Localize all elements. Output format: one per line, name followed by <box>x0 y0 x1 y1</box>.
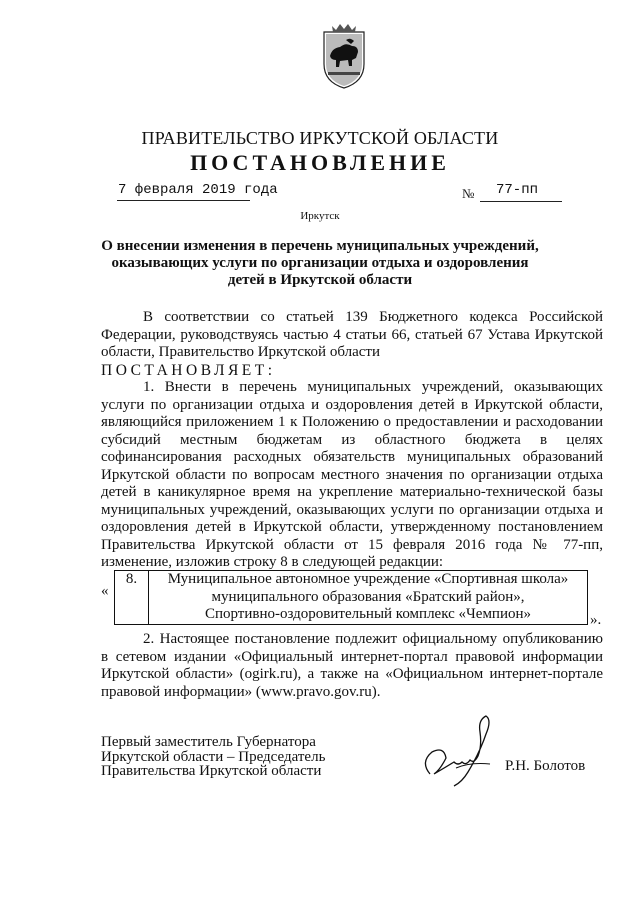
number-underline <box>480 201 562 202</box>
government-name: ПРАВИТЕЛЬСТВО ИРКУТСКОЙ ОБЛАСТИ <box>141 128 499 148</box>
row-description <box>149 571 588 625</box>
item-2-paragraph: 2. Настоящее постановление подлежит официальному опубликованию в сетевом издании «Официальный интернет-портал правовой информации Иркутской области» (ogirk.ru), а также на «Официальном интернет-портале правовой информации» (www.pravo.gov.ru). <box>101 631 603 700</box>
amendment-table <box>114 570 588 625</box>
table-row <box>115 571 588 625</box>
signatory-name: Р.Н. Болотов <box>505 758 586 774</box>
document-heading: О внесении изменения в перечень муниципальных учреждений, оказывающих услуги по организации отдыха и оздоровления детей в Иркутской области <box>101 238 539 288</box>
city: Иркутск <box>300 210 340 222</box>
signatory-position <box>101 735 325 779</box>
row-line-1: Муниципальное автономное учреждение «Спортивная школа» <box>167 571 569 587</box>
document-number: 77-пп <box>496 182 539 198</box>
document-date: 7 февраля 2019 года <box>118 182 278 198</box>
quote-close: ». <box>590 612 602 628</box>
quote-open: « <box>101 583 109 599</box>
row-line-3: Спортивно-оздоровительный комплекс «Чемпион» <box>204 606 532 622</box>
number-sign: № <box>462 186 475 201</box>
position-line-3: Правительства Иркутской области <box>101 763 322 779</box>
position-line-1: Первый заместитель Губернатора <box>101 734 316 750</box>
decree-word: ПОСТАНОВЛЯЕТ: <box>101 362 276 379</box>
item-1-paragraph: 1. Внести в перечень муниципальных учреждений, оказывающих услуги по организации отдыха и оздоровления детей в Иркутской области, являющийся приложением 1 к Положению о предоставлении и расходовании субсидий местным бюджетам из областного бюджета в целях софинансирования расходных обязательств муниципальных образований Иркутской области по вопросам местного значения по организации отдыха детей в каникулярное время на укрепление материально-технической базы муниципальных учреждений, оказывающих услуги по организации отдыха и оздоровления детей в Иркутской области, утвержденному постановлением Правительства Иркутской области от 15 февраля 2016 года № 77-пп, изменение, изложив строку 8 в следующей редакции: <box>101 379 603 570</box>
coat-of-arms-icon <box>318 20 370 90</box>
handwritten-signature <box>410 712 510 792</box>
row-number: 8. <box>115 571 149 625</box>
intro-paragraph: В соответствии со статьей 139 Бюджетного кодекса Российской Федерации, руководствуясь частью 4 статьи 66, статьей 67 Устава Иркутской области, Правительство Иркутской области <box>101 309 603 360</box>
document-type: ПОСТАНОВЛЕНИЕ <box>190 150 450 175</box>
row-line-2: муниципального образования «Братский район», <box>211 588 525 605</box>
position-line-2: Иркутской области – Председатель <box>101 748 326 765</box>
date-underline <box>117 200 250 201</box>
